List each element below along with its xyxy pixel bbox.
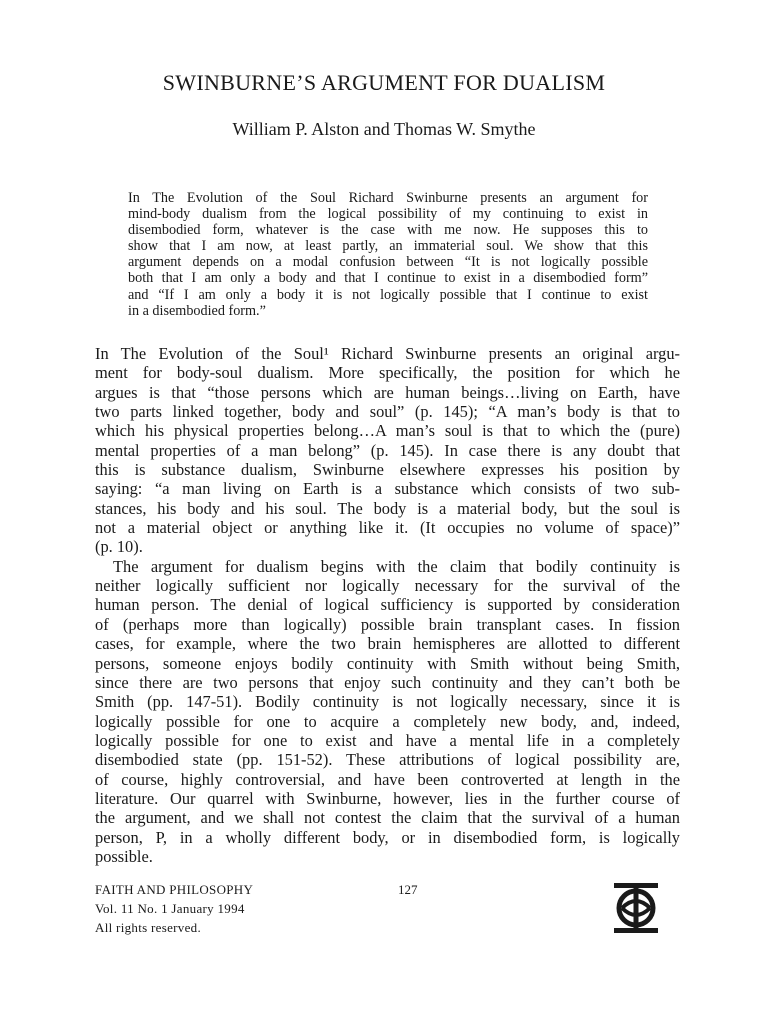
body-line: neither logically sufficient nor logically necessary for the survival of the xyxy=(95,576,680,596)
body-line: not a material object or anything like it. (It occupies no volume of space)” xyxy=(95,518,680,538)
paper-title: SWINBURNE’S ARGUMENT FOR DUALISM xyxy=(162,70,606,95)
abstract-line: In The Evolution of the Soul Richard Swinburne presents an argument for xyxy=(128,190,648,206)
body-line: argues is that “those persons which are human beings…living on Earth, have xyxy=(95,382,680,402)
body-line: The argument for dualism begins with the claim that bodily continuity is xyxy=(113,556,680,576)
body-line: logically possible for one to exist and have a mental life in a completely xyxy=(95,730,680,750)
body-line: persons, someone enjoys bodily continuity with Smith without being Smith, xyxy=(95,653,680,673)
abstract-line: mind-body dualism from the logical possibility of my continuing to exist in xyxy=(128,206,648,223)
abstract-line: show that I am now, at least partly, an immaterial soul. We show that this xyxy=(128,238,648,255)
body-line: which his physical properties belong…A man’s soul is that to which the (pure) xyxy=(95,421,680,441)
body-line: this is substance dualism, Swinburne elsewhere expresses his position by xyxy=(95,460,680,480)
paper-authors: William P. Alston and Thomas W. Smythe xyxy=(232,119,536,139)
journal-logo-icon xyxy=(608,880,664,936)
body-line: cases, for example, where the two brain hemispheres are allotted to different xyxy=(95,634,680,654)
body-line: of course, highly controversial, and have been controverted at length in the xyxy=(95,769,680,789)
abstract xyxy=(128,190,648,319)
body-line: saying: “a man living on Earth is a substance which consists of two sub- xyxy=(95,479,680,499)
abstract-line: argument depends on a modal confusion between “It is not logically possible xyxy=(128,254,648,271)
body-line: mental properties of a man belong” (p. 145). In case there is any doubt that xyxy=(95,440,680,460)
body-line: disembodied state (pp. 151-52). These attributions of logical possibility are, xyxy=(95,750,680,770)
journal-footer xyxy=(95,880,253,937)
body-line: Smith (pp. 147-51). Bodily continuity is not logically necessary, since it is xyxy=(95,692,680,712)
rights-notice: All rights reserved. xyxy=(95,920,202,935)
abstract-line: disembodied form, whatever is the case with me now. He supposes this to xyxy=(128,222,648,239)
page-number: 127 xyxy=(398,882,418,897)
body-line: since there are two persons that enjoy such continuity and they can’t both be xyxy=(95,672,680,692)
body-text xyxy=(95,344,680,866)
body-line: ment for body-soul dualism. More specifically, the position for which he xyxy=(95,363,680,383)
journal-name: FAITH AND PHILOSOPHY xyxy=(95,882,254,897)
body-line: (p. 10). xyxy=(95,537,143,557)
abstract-line: both that I am only a body and that I continue to exist in a disembodied form” xyxy=(128,270,648,287)
body-line: human person. The denial of logical sufficiency is supported by consideration xyxy=(95,595,680,615)
body-line: literature. Our quarrel with Swinburne, however, lies in the further course of xyxy=(95,788,680,808)
abstract-line: in a disembodied form.” xyxy=(128,302,266,319)
body-line: person, P, in a wholly different body, or in disembodied form, is logically xyxy=(95,827,680,847)
body-line: In The Evolution of the Soul¹ Richard Swinburne presents an original argu- xyxy=(95,344,680,363)
body-line: two parts linked together, body and soul” (p. 145); “A man’s body is that to xyxy=(95,402,680,422)
body-line: of (perhaps more than logically) possible brain transplant cases. In fission xyxy=(95,614,680,634)
body-line: the argument, and we shall not contest the claim that the survival of a human xyxy=(95,808,680,828)
body-line: stances, his body and his soul. The body is a material body, but the soul is xyxy=(95,498,680,518)
abstract-line: and “If I am only a body it is not logically possible that I continue to exist xyxy=(128,286,648,303)
journal-volume: Vol. 11 No. 1 January 1994 xyxy=(95,901,245,916)
body-line: possible. xyxy=(95,846,153,866)
body-line: logically possible for one to acquire a completely new body, and, indeed, xyxy=(95,711,680,731)
